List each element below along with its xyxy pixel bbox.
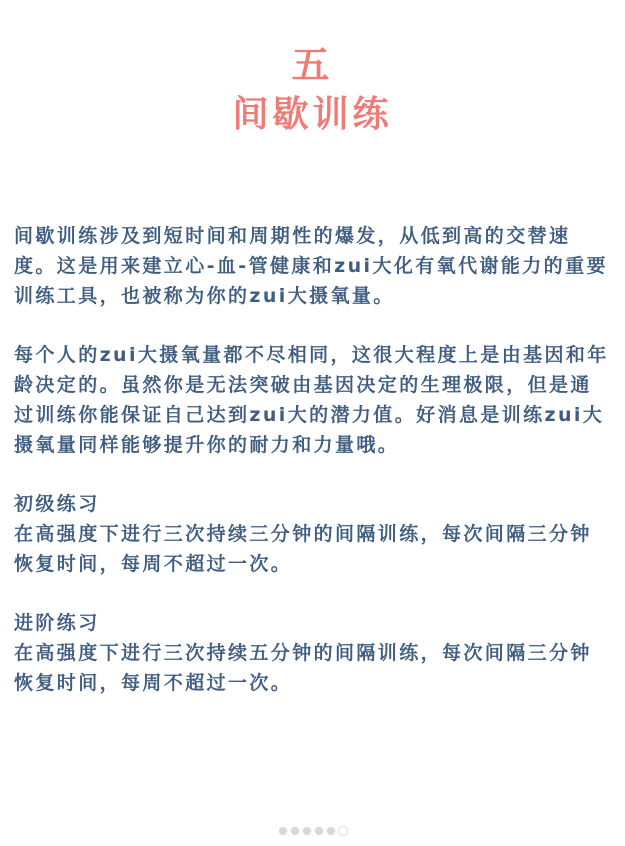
vo2max-paragraph: 每个人的zui大摄氧量都不尽相同，这很大程度上是由基因和年龄决定的。虽然你是无法突破由基因决定的生理极限，但是通过训练你能保证自己达到zui大的潜力值。好消息是训练zui大摄氧量同样能够提升你的耐力和力量哦。 (14, 344, 609, 456)
beginner-body: 在高强度下进行三次持续三分钟的间隔训练，每次间隔三分钟恢复时间，每周不超过一次。 (14, 523, 592, 575)
pager-dot[interactable] (279, 827, 287, 835)
article-body (14, 221, 612, 698)
advanced-body: 在高强度下进行三次持续五分钟的间隔训练，每次间隔三分钟恢复时间，每周不超过一次。 (14, 642, 592, 694)
title-block (0, 40, 625, 140)
beginner-heading: 初级练习 (14, 493, 100, 515)
page-indicator[interactable] (0, 827, 625, 835)
pager-dot[interactable] (303, 827, 311, 835)
page-title: 间歇训练 (232, 94, 393, 135)
paragraph-spacer (14, 460, 612, 489)
pager-dot[interactable] (291, 827, 299, 835)
pager-dot-active[interactable] (339, 827, 347, 835)
pager-dot[interactable] (315, 827, 323, 835)
advanced-heading: 进阶练习 (14, 612, 100, 634)
intro-paragraph: 间歇训练涉及到短时间和周期性的爆发，从低到高的交替速度。这是用来建立心-血-管健康和zui大化有氧代谢能力的重要训练工具，也被称为你的zui大摄氧量。 (14, 225, 608, 307)
paragraph-spacer (14, 579, 612, 608)
section-number: 五 (291, 43, 334, 87)
pager-dot[interactable] (327, 827, 335, 835)
paragraph-spacer (14, 311, 612, 340)
